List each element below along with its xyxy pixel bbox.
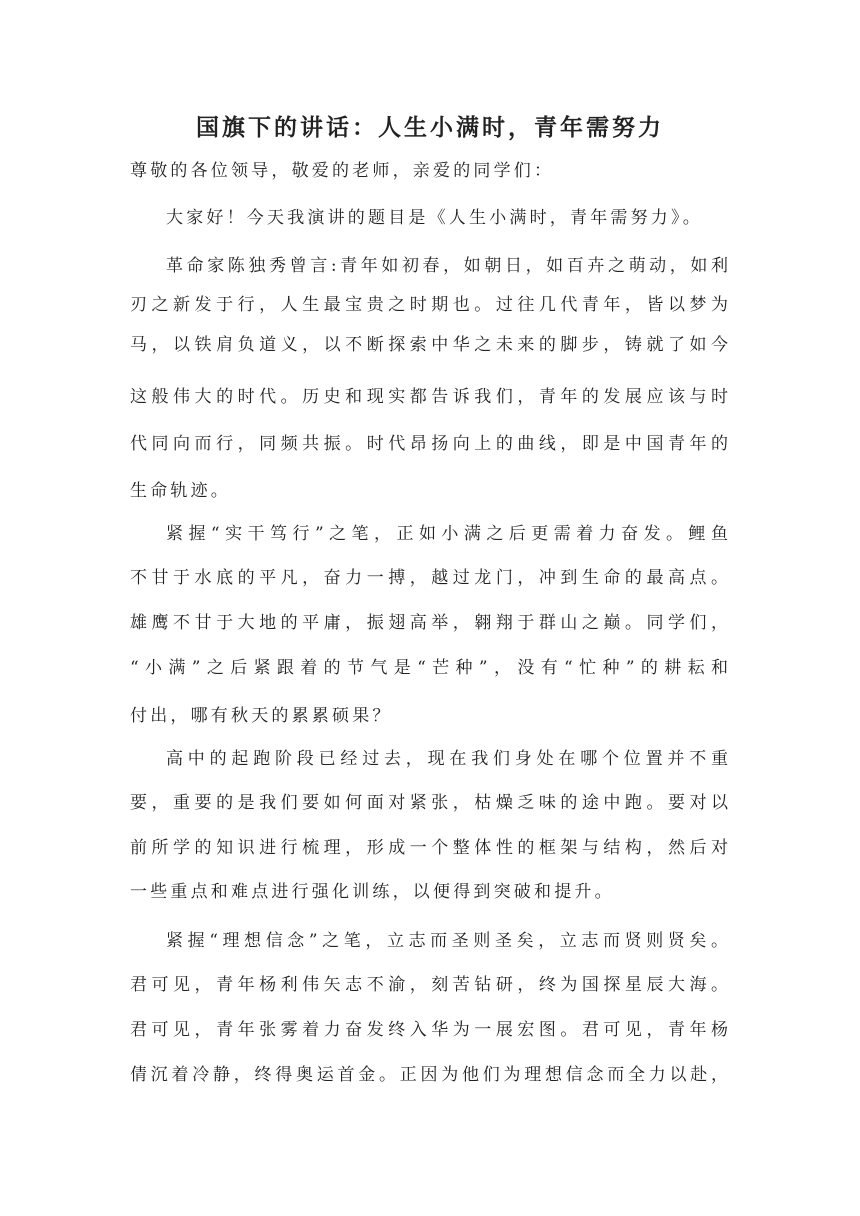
text-line: 前所学的知识进行梳理，形成一个整体性的框架与结构，然后对 xyxy=(130,838,728,858)
text-line: 代同向而行，同频共振。时代昂扬向上的曲线，即是中国青年的 xyxy=(130,434,728,454)
text-line: 付出，哪有秋天的累累硕果？ xyxy=(130,706,393,726)
text-line: 要，重要的是我们要如何面对紧张，枯燥乏味的途中跑。要对以 xyxy=(130,793,728,813)
text-line: 革命家陈独秀曾言:青年如初春，如朝日，如百卉之萌动，如利 xyxy=(166,256,728,276)
text-line: 大家好！今天我演讲的题目是《人生小满时，青年需努力》。 xyxy=(166,208,703,228)
text-line: 高中的起跑阶段已经过去，现在我们身处在哪个位置并不重 xyxy=(166,749,728,769)
text-line: 紧握“实干笃行”之笔，正如小满之后更需着力奋发。鲤鱼 xyxy=(166,524,728,544)
text-line: 倩沉着冷静，终得奥运首金。正因为他们为理想信念而全力以赴， xyxy=(130,1065,728,1085)
text-line: 君可见，青年张雾着力奋发终入华为一展宏图。君可见，青年杨 xyxy=(130,1020,728,1040)
salutation-line: 尊敬的各位领导，敬爱的老师，亲爱的同学们： xyxy=(130,161,555,181)
text-line: 雄鹰不甘于大地的平庸，振翅高举，翱翔于群山之巅。同学们， xyxy=(130,613,728,633)
text-line: 这般伟大的时代。历史和现实都告诉我们，青年的发展应该与时 xyxy=(130,387,728,407)
text-line: 紧握“理想信念”之笔，立志而圣则圣矣，立志而贤则贤矣。 xyxy=(166,931,728,951)
text-line: 生命轨迹。 xyxy=(130,481,231,501)
text-line: 君可见，青年杨利伟矢志不渝，刻苦钻研，终为国探星辰大海。 xyxy=(130,975,728,995)
text-line: “小满”之后紧跟着的节气是“芒种”，没有“忙种”的耕耘和 xyxy=(130,658,728,678)
text-line: 不甘于水底的平凡，奋力一搏，越过龙门，冲到生命的最高点。 xyxy=(130,568,728,588)
page-title: 国旗下的讲话：人生小满时，青年需努力 xyxy=(196,114,664,141)
text-line: 一些重点和难点进行强化训练，以便得到突破和提升。 xyxy=(130,882,615,902)
text-line: 马，以铁肩负道义，以不断探索中华之未来的脚步，铸就了如今 xyxy=(130,335,728,355)
text-line: 刃之新发于行，人生最宝贵之时期也。过往几代青年，皆以梦为 xyxy=(130,295,728,315)
